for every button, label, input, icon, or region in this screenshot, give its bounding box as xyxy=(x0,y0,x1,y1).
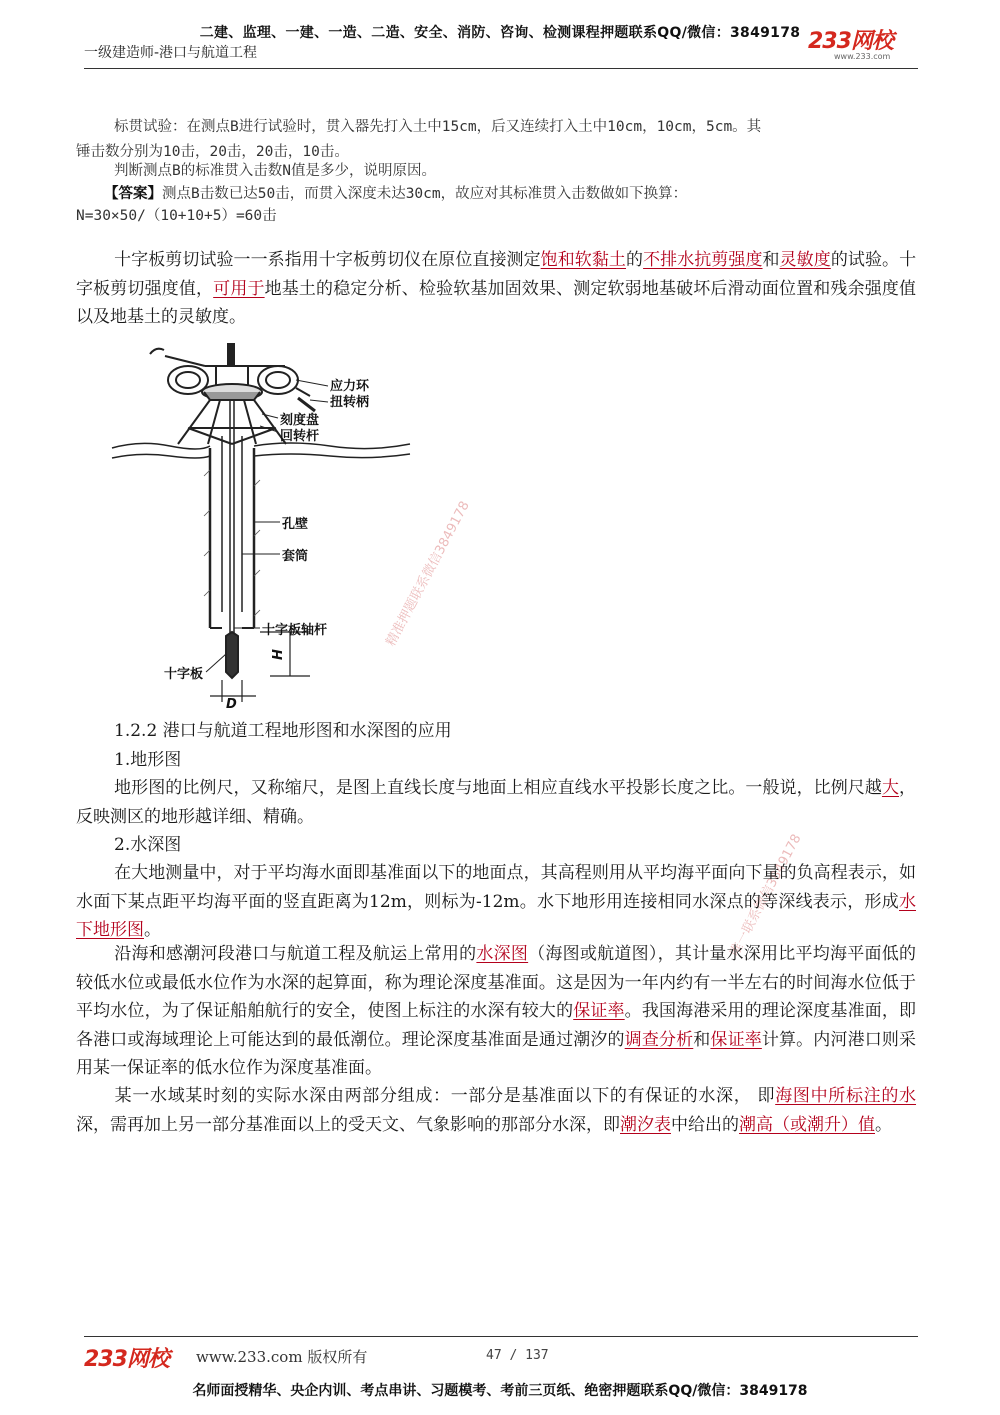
label-casing: 套筒 xyxy=(282,549,309,564)
text-run: ，反映测区的地形越详细、精确。 xyxy=(76,778,917,827)
vane-shear-apparatus-diagram xyxy=(110,336,420,716)
footer-logo: 233网校 xyxy=(84,1347,169,1372)
subheading-depth-chart: 2.水深图 xyxy=(114,835,182,855)
section-heading: 1.2.2 港口与航道工程地形图和水深图的应用 xyxy=(114,721,452,741)
keyword-usable-for: 可用于 xyxy=(213,278,265,299)
text-run: 某一水域某时刻的实际水深由两部分组成：一部分是基准面以下的有保证的水深， 即 xyxy=(114,1086,776,1106)
footer-ad-line: 名师面授精华、央企内训、考点串讲、习题模考、考前三页纸、绝密押题联系QQ/微信：3849178 xyxy=(192,1383,808,1399)
logo-url: www.233.com xyxy=(834,52,891,61)
keyword-large: 大 xyxy=(881,778,900,798)
keyword-charted-depth: 海图中所标注的水 xyxy=(775,1086,917,1106)
subheading-topographic-map: 1.地形图 xyxy=(114,750,182,770)
stress-ring-right xyxy=(258,366,298,394)
header-ad-line: 二建、监理、一建、一造、二造、安全、消防、咨询、检测课程押题联系QQ/微信：3849178 xyxy=(199,25,801,41)
text-run: 。 xyxy=(144,920,161,940)
example-line-2: 锤击数分别为10击，20击，20击，10击。 xyxy=(76,144,349,160)
text-run: （海图或航道图），其计量水深用比平均海平面低的较低水位或最低水位作为水深的起算面，称为理论深度基准面。这是因为一年内约有一半左右的时间海水位低于平均水位，为了保证船舶航行的安全，使图上标注的水深有较大的 xyxy=(76,944,917,1021)
logo-text: 233网校 xyxy=(808,29,893,54)
rotation-arrow-icon xyxy=(150,349,164,354)
label-stress-ring: 应力环 xyxy=(330,379,370,394)
keyword-underwater-topographic-map: 水下地形图 xyxy=(76,891,916,940)
label-dial: 刻度盘 xyxy=(280,413,320,428)
label-vane: 十字板 xyxy=(164,667,204,682)
header-divider xyxy=(84,68,918,69)
label-hole-wall: 孔壁 xyxy=(282,517,309,532)
text-run: 和 xyxy=(762,250,780,270)
text-run: 沿海和感潮河段港口与航道工程及航运上常用的 xyxy=(114,944,477,964)
depth-chart-paragraph-1 xyxy=(76,859,916,945)
text-run: 地基土的稳定分析、检验软基加固效果、测定软弱地基破坏后滑动面位置和残余强度值以及地基土的灵敏度。 xyxy=(76,278,917,327)
footer-divider xyxy=(84,1336,918,1337)
text-run: 十字板剪切试验一一系指用十字板剪切仪在原位直接测定 xyxy=(114,250,541,270)
depth-chart-paragraph-2 xyxy=(76,940,916,1083)
depth-chart-paragraph-3 xyxy=(76,1082,916,1139)
text-run: 在大地测量中，对于平均海水面即基准面以下的地面点，其高程则用从平均海平面向下量的负高程表示，如水面下某点距平均海平面的竖直距离为12m，则标为-12m。水下地形用连接相同水深点的等深线表示，形成 xyxy=(76,863,916,912)
text-run: 地形图的比例尺，又称缩尺，是图上直线长度与地面上相应直线水平投影长度之比。一般说，比例尺越 xyxy=(114,778,882,798)
answer-tag: 【答案】 xyxy=(104,186,162,202)
text-run: 。我国海港采用的理论深度基准面，即各港口或海域理论上可能达到的最低潮位。理论深度基准面是通过潮汐的 xyxy=(76,1001,917,1050)
vane-shear-paragraph xyxy=(76,246,916,332)
watermark-1: 精准押题联系微信3849178 xyxy=(383,498,473,649)
example-question: 判断测点B的标准贯入击数N值是多少，说明原因。 xyxy=(114,163,436,179)
keyword-guarantee-rate-2: 保证率 xyxy=(710,1029,762,1050)
watermark-2: 唯一联系微信3849178 xyxy=(727,831,805,959)
keyword-depth-chart: 水深图 xyxy=(476,944,529,964)
text-run: 计算。内河港口则采用某一保证率的低水位作为深度基准面。 xyxy=(76,1029,917,1078)
keyword-sensitivity: 灵敏度 xyxy=(779,250,831,270)
document-subtitle: 一级建造师-港口与航道工程 xyxy=(84,45,258,61)
label-d: D xyxy=(226,697,237,712)
text-run: 的试验。十字板剪切强度值， xyxy=(76,250,917,299)
label-rotating-rod: 回转杆 xyxy=(280,429,320,444)
label-h: H xyxy=(271,649,286,660)
keyword-saturated-soft-clay: 饱和软黏土 xyxy=(540,250,626,270)
brand-logo xyxy=(808,30,918,64)
keyword-guarantee-rate: 保证率 xyxy=(573,1001,625,1021)
footer-copyright: www.233.com 版权所有 xyxy=(196,1348,368,1366)
text-run: 中给出的 xyxy=(671,1114,739,1135)
keyword-tide-table: 潮汐表 xyxy=(620,1114,671,1135)
text-run: 和 xyxy=(693,1029,711,1050)
answer-text: 测点B击数已达50击，而贯入深度未达30cm，故应对其标准贯入击数做如下换算： xyxy=(162,186,688,202)
topographic-map-paragraph xyxy=(76,774,916,831)
page-number: 47 / 137 xyxy=(486,1348,549,1363)
keyword-tide-height: 潮高（或潮升）值 xyxy=(739,1114,875,1135)
keyword-survey-analysis: 调查分析 xyxy=(624,1029,694,1050)
text-run: 的 xyxy=(626,250,644,270)
keyword-undrained-shear-strength: 不排水抗剪强度 xyxy=(643,250,763,270)
answer-formula: N=30×50/（10+10+5）=60击 xyxy=(76,208,277,224)
label-vane-shaft: 十字板轴杆 xyxy=(262,623,328,638)
label-torque-handle: 扭转柄 xyxy=(330,395,370,410)
text-run: 。 xyxy=(875,1114,892,1135)
example-line-1: 标贯试验：在测点B进行试验时，贯入器先打入土中15cm，后又连续打入土中10cm，10cm，5cm。其 xyxy=(114,119,762,135)
text-run: 深，需再加上另一部分基准面以上的受天文、气象影响的那部分水深，即 xyxy=(76,1114,620,1135)
